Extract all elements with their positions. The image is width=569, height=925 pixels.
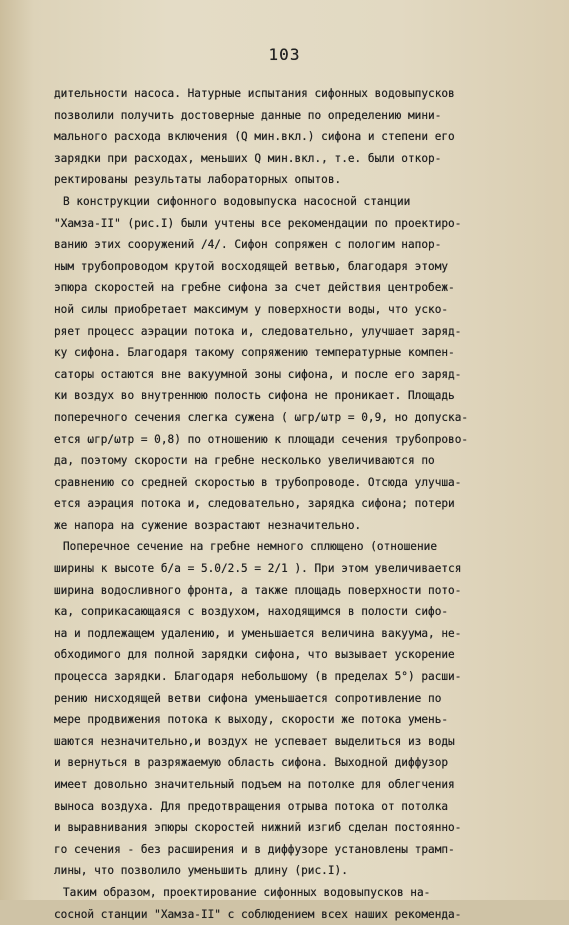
text-line: позволили получить достоверные данные по определению мини- (54, 108, 442, 122)
text-line: сравнению со средней скоростью в трубопроводе. Отсюда улучша- (54, 475, 462, 489)
text-line: да, поэтому скорости на гребне несколько увеличиваются по (54, 454, 435, 468)
text-line: ширины к высоте б/а = 5.0/2.5 = 2/1 ). При этом увеличивается (54, 562, 462, 576)
text-line: саторы остаются вне вакуумной зоны сифона, и после его заряд- (54, 367, 462, 381)
text-line: мере продвижения потока к выходу, скорости же потока умень- (54, 713, 449, 727)
text-line: ширина водосливного фронта, а также площадь поверхности пото- (54, 583, 462, 597)
text-line: В конструкции сифонного водовыпуска насосной станции (63, 194, 411, 208)
text-line: сосной станции "Хамза-II" с соблюдением всех наших рекоменда- (54, 907, 462, 921)
text-line: ной силы приобретает максимум у поверхности воды, что уско- (54, 302, 449, 316)
text-line: зарядки при расходах, меньших Q мин.вкл., т.е. были откор- (54, 151, 442, 165)
text-line: обходимого для полной зарядки сифона, что вызывает ускорение (54, 648, 455, 662)
text-line: же напора на сужение возрастают незначительно. (54, 518, 362, 532)
text-line: ки воздух во внутреннюю полость сифона не проникает. Площадь (54, 389, 455, 403)
text-line: и вернуться в разряжаемую область сифона. Выходной диффузор (54, 756, 449, 770)
body-text (54, 83, 530, 925)
text-line: ным трубопроводом крутой восходящей ветвью, благодаря этому (54, 259, 449, 273)
text-line: "Хамза-II" (рис.I) были учтены все рекомендации по проектиро- (54, 216, 462, 230)
text-line: ку сифона. Благодаря такому сопряжению температурные компен- (54, 346, 455, 360)
text-line: процесса зарядки. Благодаря небольшому (в пределах 5°) расши- (54, 670, 462, 684)
text-line: мального расхода включения (Q мин.вкл.) сифона и степени его (54, 130, 455, 144)
text-line: выноса воздуха. Для предотвращения отрыва потока от потолка (54, 799, 449, 813)
text-line: лины, что позволило уменьшить длину (рис.I). (54, 864, 348, 878)
text-line: шаются незначительно,и воздух не успевает выделиться из воды (54, 734, 455, 748)
text-line: ка, соприкасающаяся с воздухом, находящимся в полости сифо- (54, 605, 449, 619)
text-line: го сечения - без расширения и в диффузоре установлены трамп- (54, 842, 455, 856)
text-line: эпюра скоростей на гребне сифона за счет действия центробеж- (54, 281, 455, 295)
text-line: ряет процесс аэрации потока и, следовательно, улучшает заряд- (54, 324, 462, 338)
text-line: имеет довольно значительный подъем на потолке для облегчения (54, 778, 455, 791)
text-line: ректированы результаты лабораторных опытов. (54, 173, 342, 187)
text-line: рению нисходящей ветви сифона уменьшается сопротивление по (54, 691, 442, 705)
text-line: поперечного сечения слегка сужена ( ωгр/ωтр = 0,9, но допуска- (54, 410, 469, 424)
text-line: ется ωгр/ωтр = 0,8) по отношению к площади сечения трубопрово- (54, 432, 469, 446)
text-line: ется аэрация потока и, следовательно, зарядка сифона; потери (54, 497, 455, 511)
text-line: на и подлежащем удалению, и уменьшается величина вакуума, не- (54, 626, 462, 640)
text-line: Поперечное сечение на гребне немного сплющено (отношение (63, 540, 438, 554)
text-line: дительности насоса. Натурные испытания сифонных водовыпусков (54, 87, 455, 100)
text-line: Таким образом, проектирование сифонных водовыпусков на- (63, 885, 431, 899)
page-number: 103 (268, 45, 301, 64)
text-line: и выравнивания эпюры скоростей нижний изгиб сделан постоянно- (54, 821, 462, 835)
text-line: ванию этих сооружений /4/. Сифон сопряжен с пологим напор- (54, 238, 442, 252)
